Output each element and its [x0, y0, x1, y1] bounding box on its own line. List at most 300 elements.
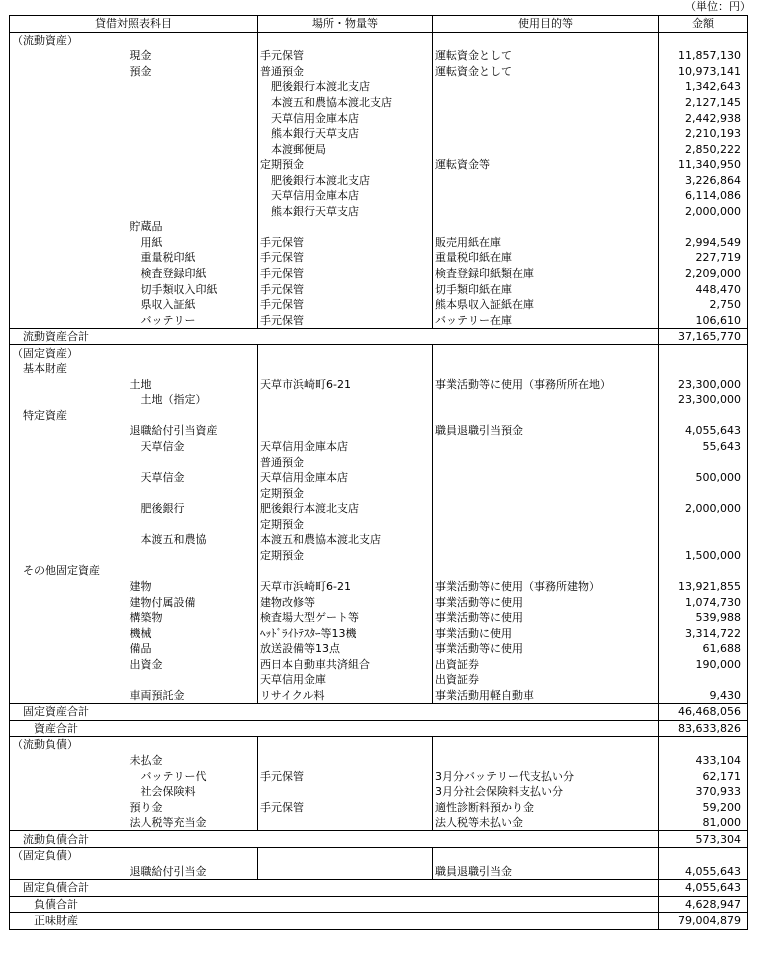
account-item-cell — [128, 126, 258, 142]
purpose-cell — [433, 896, 659, 913]
purpose-cell — [433, 485, 659, 501]
header-row — [10, 16, 748, 33]
amount-cell: 1,074,730 — [659, 594, 748, 610]
account-item-cell: 退職給付引当金 — [129, 864, 207, 878]
account-item-cell: 車両預託金 — [129, 688, 185, 702]
amount-cell: 13,921,855 — [659, 579, 748, 595]
purpose-cell — [433, 720, 659, 737]
account-item-cell — [128, 720, 258, 737]
place-cell: 肥後銀行本渡北支店 — [258, 501, 433, 517]
amount-cell — [659, 485, 748, 501]
purpose-cell — [433, 141, 659, 157]
account-category-cell — [10, 594, 128, 610]
table-row — [10, 219, 748, 235]
account-item-cell: 未払金 — [129, 753, 163, 767]
amount-cell — [659, 847, 748, 863]
account-item-cell: 退職給付引当資産 — [129, 424, 218, 438]
table-row — [10, 188, 748, 204]
account-category-cell — [10, 141, 128, 157]
place-cell — [258, 345, 433, 361]
table-row — [10, 641, 748, 657]
amount-cell: 61,688 — [659, 641, 748, 657]
table-row — [10, 672, 748, 688]
table-row — [10, 79, 748, 95]
account-category-cell — [10, 501, 128, 517]
table-row — [10, 110, 748, 126]
account-category-cell — [10, 454, 128, 470]
purpose-cell: 事業活動等に使用 — [433, 610, 659, 626]
account-category-cell — [10, 470, 128, 486]
purpose-cell: 職員退職引当金 — [433, 864, 659, 880]
table-row — [10, 864, 748, 880]
account-item-cell: 切手類収入印紙 — [129, 282, 218, 296]
account-category-cell: 負債合計 — [10, 896, 128, 913]
table-row — [10, 235, 748, 251]
amount-cell: 106,610 — [659, 312, 748, 328]
place-cell: 手元保管 — [258, 235, 433, 251]
place-cell — [258, 563, 433, 579]
account-category-cell — [10, 95, 128, 111]
account-item-cell — [128, 831, 258, 848]
purpose-cell — [433, 328, 659, 345]
place-cell — [258, 864, 433, 880]
place-cell — [258, 737, 433, 753]
account-item-cell: 本渡五和農協 — [129, 533, 207, 547]
account-category-cell — [10, 610, 128, 626]
account-category-cell — [10, 548, 128, 564]
account-item-cell: 出資金 — [129, 657, 163, 671]
table-row — [10, 297, 748, 313]
account-category-cell — [10, 64, 128, 80]
account-item-cell: 法人税等充当金 — [129, 816, 207, 830]
table-row — [10, 625, 748, 641]
amount-cell: 6,114,086 — [659, 188, 748, 204]
amount-cell — [659, 737, 748, 753]
account-item-cell — [128, 517, 258, 533]
account-category-cell — [10, 641, 128, 657]
table-row — [10, 847, 748, 863]
purpose-cell — [433, 439, 659, 455]
place-cell — [258, 720, 433, 737]
account-item-cell — [128, 328, 258, 345]
table-row — [10, 172, 748, 188]
account-item-cell: バッテリー代 — [129, 769, 207, 783]
place-cell — [258, 896, 433, 913]
account-item-cell: 検査登録印紙 — [129, 267, 207, 281]
place-cell: 手元保管 — [258, 48, 433, 64]
place-cell: 本渡五和農協本渡北支店 — [258, 532, 433, 548]
amount-cell: 9,430 — [659, 688, 748, 704]
amount-cell: 2,210,193 — [659, 126, 748, 142]
place-cell — [258, 880, 433, 897]
purpose-cell — [433, 79, 659, 95]
place-cell: 天草信用金庫本店 — [258, 470, 433, 486]
place-cell: 熊本銀行天草支店 — [258, 204, 433, 220]
table-row — [10, 737, 748, 753]
purpose-cell — [433, 361, 659, 377]
header-amount: 金額 — [659, 16, 748, 33]
place-cell: 普通預金 — [258, 64, 433, 80]
amount-cell: 2,000,000 — [659, 204, 748, 220]
amount-cell — [659, 563, 748, 579]
purpose-cell: 事業活動等に使用（事務所建物） — [433, 579, 659, 595]
account-category-cell: その他固定資産 — [10, 563, 128, 579]
place-cell — [258, 847, 433, 863]
purpose-cell — [433, 737, 659, 753]
place-cell — [258, 913, 433, 930]
place-cell — [258, 831, 433, 848]
account-category-cell — [10, 439, 128, 455]
purpose-cell: 出資証券 — [433, 672, 659, 688]
table-row — [10, 768, 748, 784]
place-cell: 定期預金 — [258, 517, 433, 533]
table-row — [10, 361, 748, 377]
account-category-cell — [10, 204, 128, 220]
amount-cell: 433,104 — [659, 753, 748, 769]
amount-cell: 62,171 — [659, 768, 748, 784]
place-cell — [258, 392, 433, 408]
amount-cell — [659, 408, 748, 424]
place-cell: 天草信用金庫本店 — [258, 188, 433, 204]
amount-cell: 81,000 — [659, 815, 748, 831]
amount-cell: 23,300,000 — [659, 377, 748, 393]
amount-cell: 2,000,000 — [659, 501, 748, 517]
purpose-cell: 出資証券 — [433, 656, 659, 672]
purpose-cell: 法人税等未払い金 — [433, 815, 659, 831]
table-row — [10, 688, 748, 704]
account-category-cell — [10, 219, 128, 235]
account-item-cell: 建物付属設備 — [129, 595, 196, 609]
account-item-cell — [128, 345, 258, 361]
purpose-cell — [433, 454, 659, 470]
place-cell: 手元保管 — [258, 250, 433, 266]
table-row — [10, 126, 748, 142]
account-item-cell — [128, 188, 258, 204]
account-item-cell — [128, 485, 258, 501]
amount-cell — [659, 219, 748, 235]
account-category-cell — [10, 110, 128, 126]
amount-cell: 2,750 — [659, 297, 748, 313]
purpose-cell: 重量税印紙在庫 — [433, 250, 659, 266]
place-cell: 定期預金 — [258, 485, 433, 501]
account-category-cell — [10, 753, 128, 769]
place-cell: 普通預金 — [258, 454, 433, 470]
table-row — [10, 470, 748, 486]
account-item-cell: 貯蔵品 — [129, 220, 163, 234]
amount-cell: 46,468,056 — [659, 704, 748, 721]
account-category-cell: 固定負債合計 — [10, 880, 128, 897]
purpose-cell — [433, 517, 659, 533]
amount-cell — [659, 454, 748, 470]
place-cell: 天草市浜崎町6-21 — [258, 579, 433, 595]
place-cell: 手元保管 — [258, 312, 433, 328]
header-purpose: 使用目的等 — [433, 16, 659, 33]
table-row — [10, 563, 748, 579]
subtotal-row — [10, 704, 748, 721]
place-cell: 天草市浜崎町6-21 — [258, 377, 433, 393]
account-category-cell — [10, 517, 128, 533]
table-row — [10, 266, 748, 282]
account-item-cell — [128, 913, 258, 930]
table-row — [10, 250, 748, 266]
account-item-cell — [128, 454, 258, 470]
purpose-cell — [433, 204, 659, 220]
amount-cell: 4,055,643 — [659, 423, 748, 439]
table-row — [10, 579, 748, 595]
account-category-cell — [10, 235, 128, 251]
account-category-cell: （固定資産） — [10, 345, 128, 361]
place-cell: 手元保管 — [258, 297, 433, 313]
account-item-cell — [128, 172, 258, 188]
account-category-cell: 特定資産 — [10, 408, 128, 424]
place-cell: 手元保管 — [258, 799, 433, 815]
purpose-cell — [433, 392, 659, 408]
header-place: 場所・物量等 — [258, 16, 433, 33]
place-cell: 西日本自動車共済組合 — [258, 656, 433, 672]
table-row — [10, 423, 748, 439]
amount-cell — [659, 672, 748, 688]
amount-cell — [659, 532, 748, 548]
account-category-cell: （流動資産） — [10, 32, 128, 48]
purpose-cell: 熊本県収入証紙在庫 — [433, 297, 659, 313]
purpose-cell — [433, 126, 659, 142]
place-cell: 熊本銀行天草支店 — [258, 126, 433, 142]
account-item-cell — [128, 79, 258, 95]
purpose-cell: 職員退職引当預金 — [433, 423, 659, 439]
account-item-cell: 重量税印紙 — [129, 251, 196, 265]
amount-cell: 539,988 — [659, 610, 748, 626]
table-row — [10, 454, 748, 470]
table-row — [10, 501, 748, 517]
purpose-cell — [433, 753, 659, 769]
amount-cell: 2,994,549 — [659, 235, 748, 251]
account-category-cell — [10, 768, 128, 784]
place-cell — [258, 408, 433, 424]
table-row — [10, 532, 748, 548]
purpose-cell — [433, 188, 659, 204]
property-inventory-table — [9, 15, 748, 930]
account-item-cell — [128, 737, 258, 753]
account-category-cell: 資産合計 — [10, 720, 128, 737]
table-row — [10, 157, 748, 173]
purpose-cell — [433, 219, 659, 235]
account-item-cell: 備品 — [129, 642, 152, 656]
amount-cell: 4,055,643 — [659, 864, 748, 880]
account-category-cell — [10, 815, 128, 831]
amount-cell: 10,973,141 — [659, 64, 748, 80]
amount-cell: 23,300,000 — [659, 392, 748, 408]
amount-cell: 55,643 — [659, 439, 748, 455]
account-category-cell — [10, 656, 128, 672]
account-category-cell — [10, 266, 128, 282]
purpose-cell — [433, 563, 659, 579]
table-row — [10, 784, 748, 800]
account-category-cell — [10, 157, 128, 173]
table-row — [10, 377, 748, 393]
amount-cell: 11,340,950 — [659, 157, 748, 173]
account-category-cell: 基本財産 — [10, 361, 128, 377]
purpose-cell: 3月分社会保険料支払い分 — [433, 784, 659, 800]
amount-cell: 37,165,770 — [659, 328, 748, 345]
account-category-cell — [10, 672, 128, 688]
amount-cell: 79,004,879 — [659, 913, 748, 930]
table-row — [10, 95, 748, 111]
purpose-cell — [433, 408, 659, 424]
table-row — [10, 753, 748, 769]
purpose-cell — [433, 470, 659, 486]
account-category-cell — [10, 48, 128, 64]
account-item-cell — [128, 704, 258, 721]
subtotal-row — [10, 880, 748, 897]
table-row — [10, 485, 748, 501]
table-row — [10, 656, 748, 672]
place-cell: 本渡郵便局 — [258, 141, 433, 157]
account-category-cell — [10, 188, 128, 204]
account-item-cell: 肥後銀行 — [129, 502, 185, 516]
place-cell — [258, 704, 433, 721]
account-category-cell — [10, 625, 128, 641]
amount-cell: 83,633,826 — [659, 720, 748, 737]
account-item-cell: 構築物 — [129, 611, 163, 625]
account-category-cell — [10, 485, 128, 501]
account-category-cell — [10, 784, 128, 800]
table-row — [10, 281, 748, 297]
account-item-cell: 土地（指定） — [129, 393, 207, 407]
place-cell: 本渡五和農協本渡北支店 — [258, 95, 433, 111]
account-item-cell: 社会保険料 — [129, 785, 196, 799]
account-category-cell — [10, 126, 128, 142]
account-category-cell: 固定資産合計 — [10, 704, 128, 721]
table-row — [10, 594, 748, 610]
purpose-cell: 事業活動に使用 — [433, 625, 659, 641]
place-cell: 放送設備等13点 — [258, 641, 433, 657]
account-item-cell: 預り金 — [129, 800, 163, 814]
amount-cell: 500,000 — [659, 470, 748, 486]
purpose-cell — [433, 32, 659, 48]
purpose-cell: 事業活動等に使用 — [433, 641, 659, 657]
table-row — [10, 312, 748, 328]
account-category-cell — [10, 532, 128, 548]
place-cell: リサイクル料 — [258, 688, 433, 704]
place-cell — [258, 423, 433, 439]
account-item-cell — [128, 563, 258, 579]
place-cell — [258, 219, 433, 235]
account-item-cell: 天草信金 — [129, 440, 185, 454]
amount-cell: 227,719 — [659, 250, 748, 266]
purpose-cell — [433, 880, 659, 897]
place-cell: 肥後銀行本渡北支店 — [258, 79, 433, 95]
account-category-cell: （固定負債） — [10, 847, 128, 863]
table-row — [10, 204, 748, 220]
subtotal-row — [10, 720, 748, 737]
purpose-cell — [433, 704, 659, 721]
amount-cell: 3,226,864 — [659, 172, 748, 188]
account-item-cell — [128, 880, 258, 897]
account-category-cell — [10, 172, 128, 188]
amount-cell — [659, 345, 748, 361]
purpose-cell: 事業活動等に使用（事務所所在地） — [433, 377, 659, 393]
account-category-cell — [10, 688, 128, 704]
account-item-cell — [128, 408, 258, 424]
place-cell — [258, 753, 433, 769]
table-row — [10, 32, 748, 48]
place-cell — [258, 361, 433, 377]
account-category-cell: 流動負債合計 — [10, 831, 128, 848]
account-item-cell — [128, 157, 258, 173]
table-row — [10, 141, 748, 157]
amount-cell: 11,857,130 — [659, 48, 748, 64]
account-category-cell: 流動資産合計 — [10, 328, 128, 345]
table-row — [10, 517, 748, 533]
purpose-cell — [433, 532, 659, 548]
purpose-cell: 事業活動等に使用 — [433, 594, 659, 610]
table-row — [10, 799, 748, 815]
account-item-cell — [128, 896, 258, 913]
purpose-cell — [433, 95, 659, 111]
account-item-cell — [128, 847, 258, 863]
place-cell: 定期預金 — [258, 157, 433, 173]
table-row — [10, 439, 748, 455]
amount-cell — [659, 517, 748, 533]
amount-cell: 573,304 — [659, 831, 748, 848]
account-category-cell — [10, 864, 128, 880]
table-row — [10, 392, 748, 408]
account-item-cell: 土地 — [129, 377, 152, 391]
purpose-cell: 適性診断料預かり金 — [433, 799, 659, 815]
amount-cell: 4,055,643 — [659, 880, 748, 897]
account-item-cell: 預金 — [129, 64, 152, 78]
account-item-cell — [128, 32, 258, 48]
place-cell: 検査場大型ゲート等 — [258, 610, 433, 626]
amount-cell — [659, 361, 748, 377]
account-category-cell: （流動負債） — [10, 737, 128, 753]
purpose-cell: 販売用紙在庫 — [433, 235, 659, 251]
table-row — [10, 815, 748, 831]
account-item-cell — [128, 110, 258, 126]
account-item-cell — [128, 672, 258, 688]
amount-cell: 1,342,643 — [659, 79, 748, 95]
place-cell: 天草信用金庫本店 — [258, 439, 433, 455]
amount-cell: 2,442,938 — [659, 110, 748, 126]
account-item-cell — [128, 548, 258, 564]
account-category-cell — [10, 250, 128, 266]
purpose-cell — [433, 110, 659, 126]
amount-cell: 190,000 — [659, 656, 748, 672]
account-category-cell — [10, 312, 128, 328]
place-cell: 肥後銀行本渡北支店 — [258, 172, 433, 188]
place-cell: 手元保管 — [258, 266, 433, 282]
amount-cell: 2,850,222 — [659, 141, 748, 157]
amount-cell — [659, 32, 748, 48]
account-category-cell — [10, 79, 128, 95]
place-cell: 天草信用金庫 — [258, 672, 433, 688]
account-category-cell — [10, 423, 128, 439]
purpose-cell: 3月分バッテリー代支払い分 — [433, 768, 659, 784]
header-account: 貸借対照表科目 — [10, 16, 258, 33]
purpose-cell: バッテリー在庫 — [433, 312, 659, 328]
account-item-cell: 建物 — [129, 579, 152, 593]
purpose-cell: 切手類印紙在庫 — [433, 281, 659, 297]
purpose-cell: 運転資金等 — [433, 157, 659, 173]
account-item-cell: 現金 — [129, 49, 152, 63]
table-row — [10, 64, 748, 80]
place-cell: ﾍｯﾄﾞﾗｲﾄﾃｽﾀｰ等13機 — [258, 625, 433, 641]
amount-cell: 3,314,722 — [659, 625, 748, 641]
amount-cell: 370,933 — [659, 784, 748, 800]
table-row — [10, 408, 748, 424]
table-row — [10, 610, 748, 626]
place-cell — [258, 815, 433, 831]
